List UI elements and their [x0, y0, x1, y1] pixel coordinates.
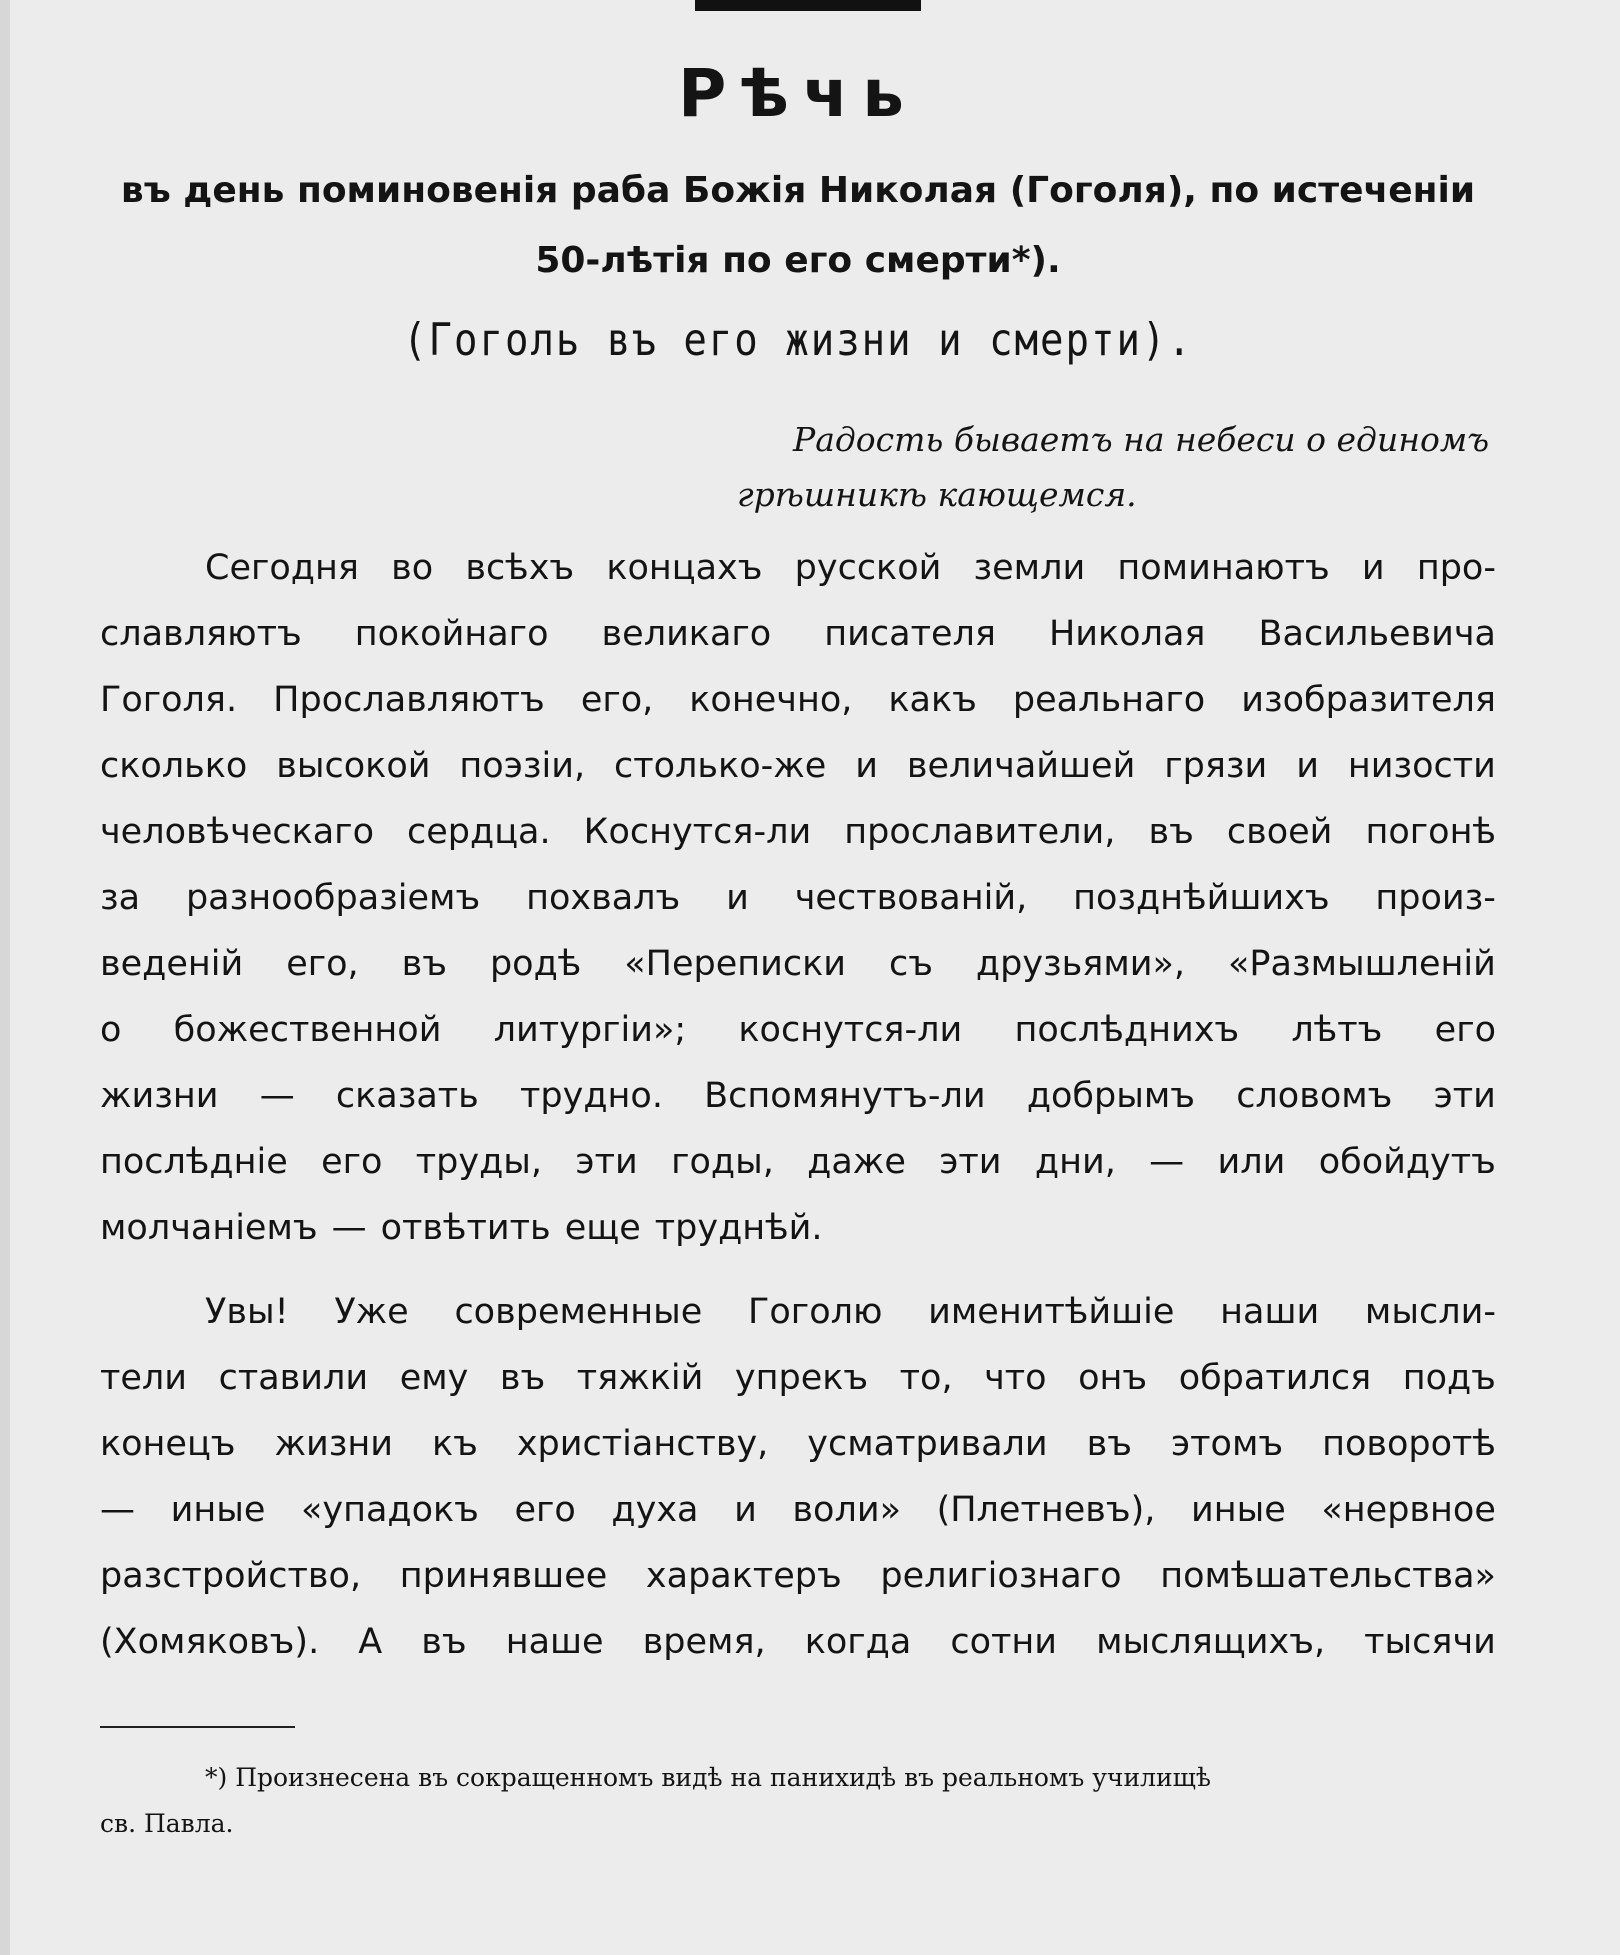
- epigraph-line: Радость бываетъ на небеси о единомъ: [793, 420, 1490, 459]
- body-line: — иные «упадокъ его духа и воли» (Плетневъ), иные «нервное: [100, 1490, 1496, 1530]
- body-line: Сегодня во всѣхъ концахъ русской земли поминаютъ и про-: [205, 548, 1496, 588]
- page-title: Рѣчь: [678, 55, 918, 132]
- body-line: сколько высокой поэзіи, столько-же и величайшей грязи и низости: [100, 746, 1496, 786]
- body-line: веденій его, въ родѣ «Переписки съ друзьями», «Размышленій: [100, 944, 1496, 984]
- body-line: о божественной литургіи»; коснутся-ли послѣднихъ лѣтъ его: [100, 1010, 1496, 1050]
- subtitle-line: 50-лѣтія по его смерти*).: [535, 240, 1061, 281]
- footnote-line: *) Произнесена въ сокращенномъ видѣ на панихидѣ въ реальномъ училищѣ: [205, 1763, 1211, 1792]
- subtitle-line: въ день поминовенія раба Божія Николая (Гоголя), по истеченіи: [120, 170, 1476, 211]
- section-title: (Гоголь въ его жизни и смерти).: [403, 314, 1193, 367]
- body-line: Гоголя. Прославляютъ его, конечно, какъ реальнаго изобразителя: [100, 680, 1496, 720]
- body-line: Увы! Уже современные Гоголю именитѣйшіе наши мысли-: [205, 1292, 1496, 1332]
- body-line: конецъ жизни къ христіанству, усматривали въ этомъ поворотѣ: [100, 1424, 1496, 1464]
- subtitle: [100, 156, 1496, 296]
- footnote-line: св. Павла.: [100, 1809, 234, 1838]
- header-ornament-bar: [695, 0, 921, 11]
- body-line: молчаніемъ — отвѣтить еще труднѣй.: [100, 1208, 823, 1248]
- body-line: (Хомяковъ). А въ наше время, когда сотни мыслящихъ, тысячи: [100, 1622, 1496, 1662]
- body-line: послѣдніе его труды, эти годы, даже эти дни, — или обойдутъ: [100, 1142, 1496, 1182]
- body-line: разстройство, принявшее характеръ религіознаго помѣшательства»: [100, 1556, 1496, 1596]
- body-line: жизни — сказать трудно. Вспомянутъ-ли добрымъ словомъ эти: [100, 1076, 1496, 1116]
- body-line: человѣческаго сердца. Коснутся-ли прославители, въ своей погонѣ: [100, 812, 1496, 852]
- epigraph-line: грѣшникѣ кающемся.: [737, 475, 1137, 514]
- footnote-rule: [100, 1726, 295, 1728]
- body-line: тели ставили ему въ тяжкій упрекъ то, что онъ обратился подъ: [100, 1358, 1496, 1398]
- body-line: за разнообразіемъ похвалъ и чествованій, позднѣйшихъ произ-: [100, 878, 1496, 918]
- page-edge-shadow: [0, 0, 10, 1955]
- body-line: славляютъ покойнаго великаго писателя Николая Васильевича: [100, 614, 1496, 654]
